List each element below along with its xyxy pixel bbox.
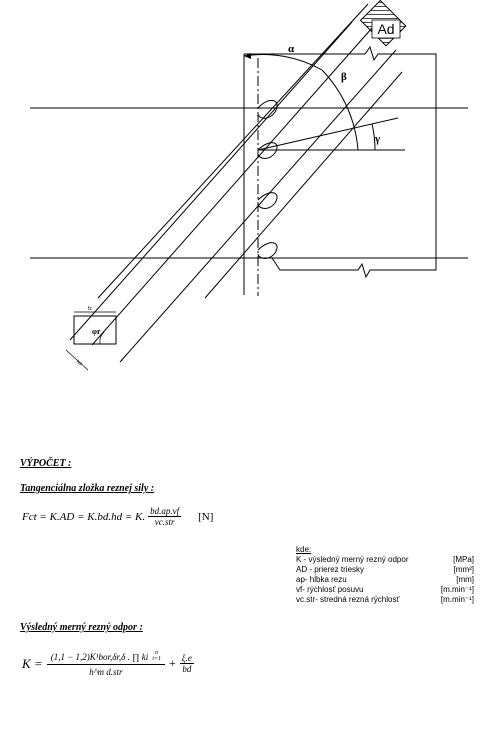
resistance-formula: K = (1,1 − 1,2)K¹bor,δr,δ . ∏ ki n i=1 h^m d.str + $\frac{\xi.e}{bd}$ — [22, 650, 192, 677]
tangential-unit: [N] — [198, 510, 214, 523]
chip-line-1 — [70, 22, 352, 340]
legend-label: vc.str- stredná rezná rýchlosť — [296, 595, 400, 604]
tangential-heading: Tangenciálna zložka reznej sily : — [20, 483, 155, 494]
beta-arc — [322, 70, 358, 150]
legend — [296, 545, 474, 605]
legend-unit: [mm] — [456, 575, 474, 584]
legend-row — [296, 565, 474, 575]
tooth-2 — [258, 143, 277, 159]
legend-unit: [MPa] — [453, 555, 474, 564]
section-title: VÝPOČET : — [20, 458, 72, 469]
chip-line-2 — [92, 28, 372, 345]
alpha-label: α — [288, 43, 295, 55]
legend-title: kde: — [296, 545, 312, 554]
extra-numerator: ξ.e — [181, 653, 192, 663]
resistance-lhs: K = — [22, 655, 43, 671]
legend-label: AD - prierez triesky — [296, 565, 365, 574]
legend-unit: [m.min⁻¹] — [440, 595, 474, 604]
legend-unit: [mm²] — [453, 565, 474, 574]
legend-unit: [m.min⁻¹] — [440, 585, 474, 594]
legend-row — [296, 595, 474, 605]
tangential-lhs: Fct = K.AD = K.bd.hd = K. — [22, 510, 146, 523]
legend-row — [296, 555, 474, 565]
tangential-formula — [22, 506, 213, 527]
legend-row — [296, 575, 474, 585]
legend-label: vf- rýchlosť posuvu — [296, 585, 364, 594]
tooth-4 — [258, 243, 277, 259]
resistance-numerator: (1,1 − 1,2)K¹bor,δr,δ . ∏ ki — [50, 652, 149, 662]
fz-label: fz — [88, 306, 92, 312]
resistance-heading: Výsledný merný rezný odpor : — [20, 622, 143, 633]
phi-label: φr — [92, 327, 101, 336]
extra-denominator: bd — [182, 664, 192, 674]
tangential-numerator: bd.ap.vf — [150, 506, 180, 516]
gamma-label: γ — [375, 133, 381, 145]
chip-line-3 — [98, 4, 368, 298]
hd-label: hd — [74, 358, 83, 368]
prod-lower-limit: i=1 — [152, 656, 161, 662]
legend-label: K - výsledný merný rezný odpor — [296, 555, 409, 564]
legend-row — [296, 585, 474, 595]
tangential-denominator: vc.str — [154, 517, 175, 527]
resistance-denominator: h^m d.str — [89, 667, 123, 677]
prod-upper-limit: n — [155, 650, 159, 656]
alpha-arc — [244, 54, 322, 70]
ad-label: Ad — [377, 21, 395, 37]
beta-label: β — [341, 71, 347, 83]
legend-label: ap- hĺbka rezu — [296, 575, 347, 584]
